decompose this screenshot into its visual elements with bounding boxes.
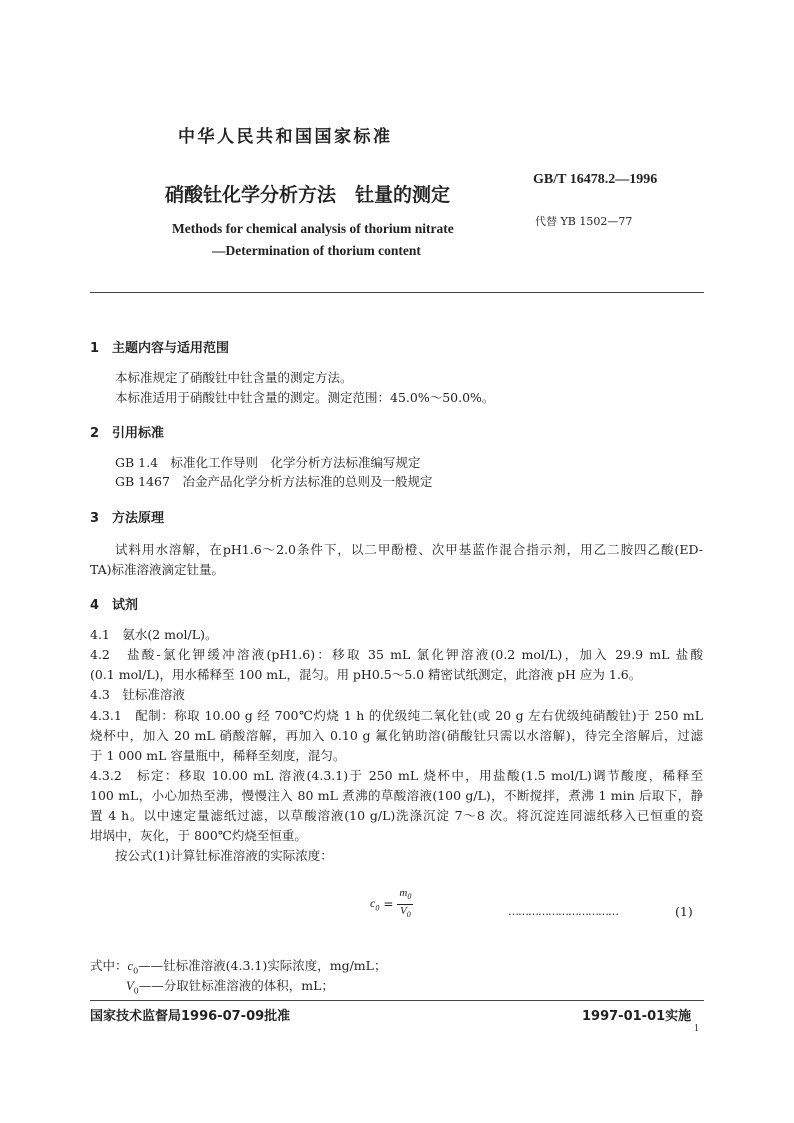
document-title-en-1: Methods for chemical analysis of thorium nitrate (172, 221, 454, 236)
item-4-3-2-line-4: 坩埚中，灰化，于 800℃灼烧至恒重。 (90, 828, 307, 843)
section-1-heading: 1 主题内容与适用范围 (90, 341, 230, 356)
national-standard-title: 中华人民共和国国家标准 (178, 127, 393, 147)
item-4-3-1-line-2: 烧杯中，加入 20 mL 硝酸溶解，再加入 0.10 g 氟化钠助溶(硝酸钍只需以水溶解)，待完全溶解后，过滤 (90, 728, 703, 743)
formula-intro: 按公式(1)计算钍标准溶液的实际浓度： (115, 848, 333, 863)
item-4-2-line-1: 4.2 盐酸-氯化钾缓冲溶液(pH1.6)：移取 35 mL 氯化钾溶液(0.2 mol/L)，加入 29.9 mL 盐酸 (90, 647, 703, 662)
section-3-heading: 3 方法原理 (90, 511, 165, 526)
standard-number: GB/T 16478.2—1996 (533, 172, 658, 187)
section-1-paragraph-1: 本标准规定了硝酸钍中钍含量的测定方法。 (115, 370, 353, 385)
approval-date: 国家技术监督局1996-07-09批准 (90, 1009, 291, 1024)
formula-leader-dots: …………………………… (508, 905, 618, 918)
formula-1 (370, 888, 413, 920)
section-3-line-2: TA)标准溶液滴定钍量。 (90, 562, 225, 577)
item-4-1: 4.1 氨水(2 mol/L)。 (90, 627, 218, 642)
document-title-en-2: —Determination of thorium content (212, 243, 421, 258)
formula-fraction: $\frac{m_0}{V_0}$ (399, 887, 412, 919)
section-3-line-1: 试料用水溶解，在pH1.6～2.0条件下，以二甲酚橙、次甲基蓝作混合指示剂，用乙二胺四乙酸(ED- (115, 542, 703, 557)
item-4-3-2-line-2: 100 mL，小心加热至沸，慢慢注入 80 mL 煮沸的草酸溶液(100 g/L)，不断搅拌，煮沸 1 min 后取下，静 (90, 788, 703, 803)
replaces-note: 代替 YB 1502—77 (535, 215, 633, 228)
page-number: 1 (694, 1023, 699, 1034)
item-4-3-1-line-3: 于 1 000 mL 容量瓶中，稀释至刻度，混匀。 (90, 748, 346, 763)
formula-number: (1) (675, 904, 693, 919)
effective-date: 1997-01-01实施 (582, 1009, 692, 1024)
section-4-heading: 4 试剂 (90, 598, 139, 613)
where-variable-c0: 式中：$c_0——$钍标准溶液(4.3.1)实际浓度，mg/mL； (90, 958, 387, 976)
section-2-heading: 2 引用标准 (90, 426, 165, 441)
formula-lhs: $c_0$ (370, 895, 380, 913)
section-1-paragraph-2: 本标准适用于硝酸钍中钍含量的测定。测定范围：45.0%～50.0%。 (115, 390, 495, 405)
header-divider (90, 292, 704, 293)
formula-equals: = (383, 897, 394, 911)
item-4-3-2-line-3: 置 4 h。以中速定量滤纸过滤，以草酸溶液(10 g/L)洗涤沉淀 7～8 次。将沉淀连同滤纸移入已恒重的瓷 (90, 808, 703, 823)
footer-divider (90, 1000, 704, 1001)
reference-gb-1467: GB 1467 冶金产品化学分析方法标准的总则及一般规定 (115, 474, 433, 489)
item-4-2-line-2: (0.1 mol/L)，用水稀释至 100 mL，混匀。用 pH0.5～5.0 精密试纸测定，此溶液 pH 应为 1.6。 (90, 667, 642, 682)
reference-gb-1-4: GB 1.4 标准化工作导则 化学分析方法标准编写规定 (115, 455, 421, 470)
document-title-cn: 硝酸钍化学分析方法 钍量的测定 (165, 184, 451, 206)
item-4-3-1-line-1: 4.3.1 配制：称取 10.00 g 经 700℃灼烧 1 h 的优级纯二氧化钍(或 20 g 左右优级纯硝酸钍)于 250 mL (90, 708, 703, 723)
where-variable-v0: $V_0——$分取钍标准溶液的体积，mL； (126, 978, 334, 996)
item-4-3-2-line-1: 4.3.2 标定：移取 10.00 mL 溶液(4.3.1)于 250 mL 烧杯中，用盐酸(1.5 mol/L)调节酸度，稀释至 (90, 768, 703, 783)
item-4-3: 4.3 钍标准溶液 (90, 687, 185, 702)
